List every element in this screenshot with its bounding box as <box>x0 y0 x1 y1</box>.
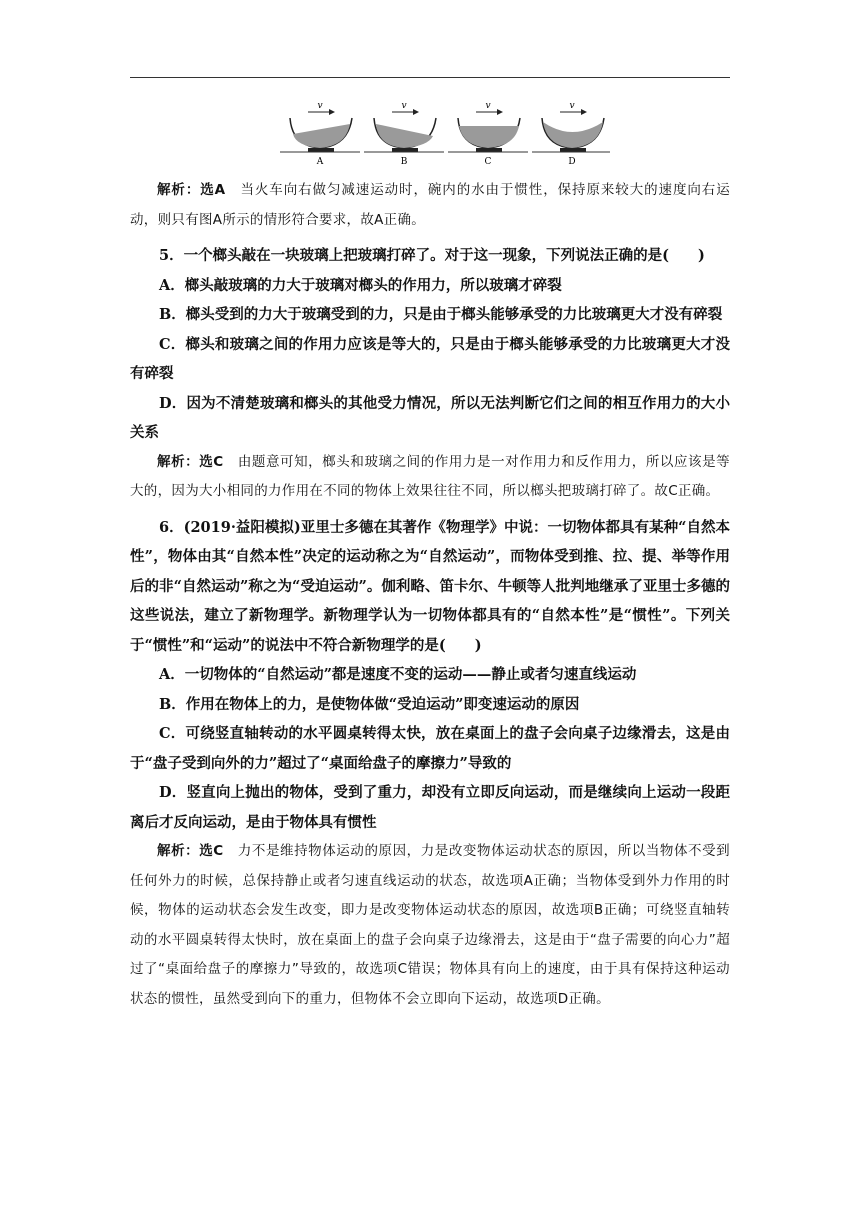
q6-stem: 6．(2019·益阳模拟)亚里士多德在其著作《物理学》中说：一切物体都具有某种“自然本性”，物体由其“自然本性”决定的运动称之为“自然运动”，而物体受到推、拉、提、举等作用后的非“自然运动”称之为“受迫运动”。伽利略、笛卡尔、牛顿等人批判地继承了亚里士多德的这些说法，建立了新物理学。新物理学认为一切物体都具有的“自然本性”是“惯性”。下列关于“惯性”和“运动”的说法中不符合新物理学的是( ) <box>130 518 730 654</box>
bowl-label: D <box>568 157 576 167</box>
q4-analysis <box>130 176 730 235</box>
bowl-label: A <box>316 157 324 167</box>
analysis-lead: 解析：选A <box>157 182 226 198</box>
q5-stem: 5．一个榔头敲在一块玻璃上把玻璃打碎了。对于这一现象，下列说法正确的是( ) <box>159 247 705 264</box>
velocity-label: v <box>569 101 575 111</box>
q5-option-d: D．因为不清楚玻璃和榔头的其他受力情况，所以无法判断它们之间的相互作用力的大小关系 <box>130 394 730 441</box>
q6-option-d: D．竖直向上抛出的物体，受到了重力，却没有立即反向运动，而是继续向上运动一段距离后才反向运动，是由于物体具有惯性 <box>130 784 730 831</box>
velocity-label: v <box>317 101 323 111</box>
header-rule <box>130 77 730 78</box>
bowl-d <box>532 101 610 167</box>
q6-option-a: A．一切物体的“自然运动”都是速度不变的运动——静止或者匀速直线运动 <box>159 666 637 683</box>
q5-analysis <box>130 448 730 507</box>
analysis-text: 力不是维持物体运动的原因，力是改变物体运动状态的原因，所以当物体不受到任何外力的时候，总保持静止或者匀速直线运动的状态，故选项A正确；当物体受到外力作用的时候，物体的运动状态会发生改变，即力是改变物体运动状态的原因，故选项B正确；可绕竖直轴转动的水平圆桌转得太快时，放在桌面上的盘子会向桌子边缘滑去，这是由于“盘子需要的向心力”超过了“桌面给盘子的摩擦力”导致的，故选项C错误；物体具有向上的速度，由于具有保持这种运动状态的惯性，虽然受到向下的重力，但物体不会立即向下运动，故选项D正确。 <box>130 843 730 1007</box>
bowl-a <box>280 101 360 167</box>
analysis-text: 当火车向右做匀减速运动时，碗内的水由于惯性，保持原来较大的速度向右运动，则只有图A所示的情形符合要求，故A正确。 <box>130 182 731 228</box>
q5-option-b: B．榔头受到的力大于玻璃受到的力，只是由于榔头能够承受的力比玻璃更大才没有碎裂 <box>159 306 723 323</box>
document-body <box>130 176 730 1014</box>
q6-option-c: C．可绕竖直轴转动的水平圆桌转得太快，放在桌面上的盘子会向桌子边缘滑去，这是由于“盘子受到向外的力”超过了“桌面给盘子的摩擦力”导致的 <box>130 725 730 772</box>
bowl-label: C <box>484 157 492 167</box>
analysis-lead: 解析：选C <box>157 453 224 470</box>
bowl-c <box>448 101 528 167</box>
velocity-label: v <box>485 101 491 111</box>
q6-option-b: B．作用在物体上的力，是使物体做“受迫运动”即变速运动的原因 <box>159 695 580 713</box>
bowl-b <box>364 101 444 167</box>
q5-option-a: A．榔头敲玻璃的力大于玻璃对榔头的作用力，所以玻璃才碎裂 <box>159 276 562 294</box>
bowl-label: B <box>400 157 408 167</box>
analysis-lead: 解析：选C <box>157 843 224 859</box>
bowls-figure <box>280 98 610 168</box>
q6-analysis <box>130 837 730 1014</box>
analysis-text: 由题意可知，榔头和玻璃之间的作用力是一对作用力和反作用力，所以应该是等大的，因为大小相同的力作用在不同的物体上效果往往不同，所以榔头把玻璃打碎了。故C正确。 <box>130 453 730 499</box>
q5-option-c: C．榔头和玻璃之间的作用力应该是等大的，只是由于榔头能够承受的力比玻璃更大才没有碎裂 <box>130 335 730 382</box>
velocity-label: v <box>401 101 407 111</box>
